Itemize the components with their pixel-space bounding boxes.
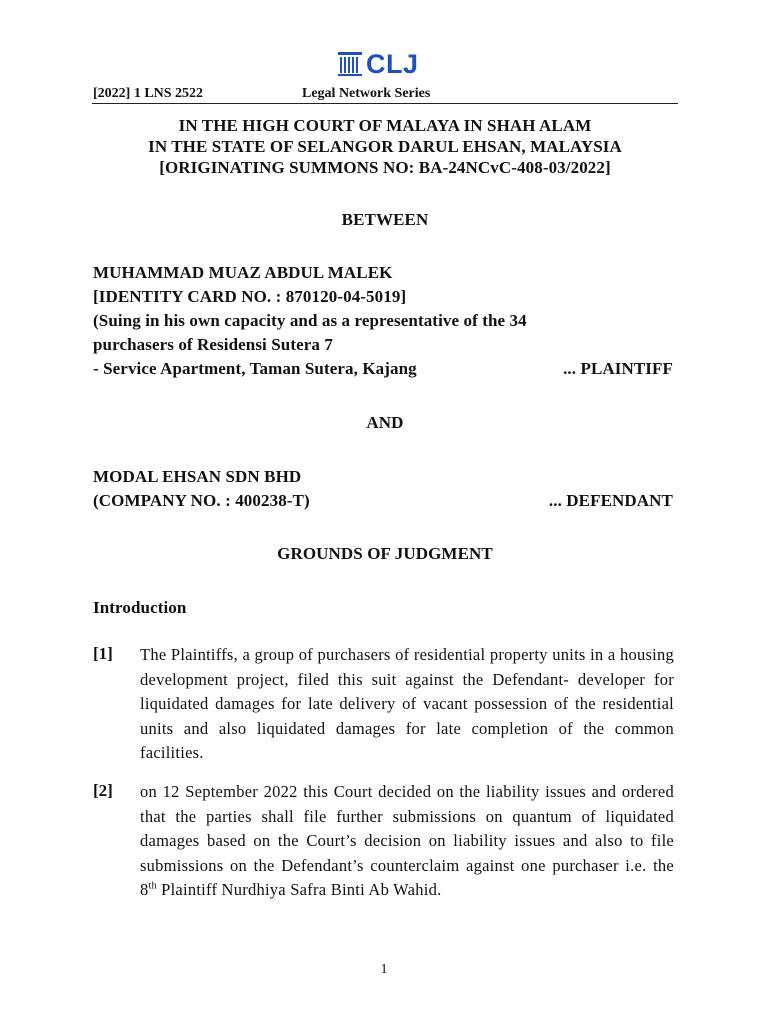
paragraph-number: [2] [93,781,113,800]
court-line-2: IN THE STATE OF SELANGOR DARUL EHSAN, MALAYSIA [148,137,622,156]
series-title: Legal Network Series [302,86,431,101]
pillar-icon [337,51,363,77]
defendant-role: ... DEFENDANT [548,491,673,510]
paragraph-text-main: on 12 September 2022 this Court decided on the liability issues and ordered that the parties shall file further submissions on quantum of liquidated damages based on the Court’s decision on liability issues and also to file submissions on the Defendant’s counterclaim against one purchaser i.e. the 8 [140,782,674,899]
between-label: BETWEEN [341,210,429,229]
plaintiff-role: ... PLAINTIFF [563,359,673,378]
paragraph-text: The Plaintiffs, a group of purchasers of residential property units in a housing development project, filed this suit against the Defendant- developer for liquidated damages for late delivery of vacant possession of the residential units and also liquidated damages for late completion of the common facilities. [140,645,674,762]
court-line-3: [ORIGINATING SUMMONS NO: BA-24NCvC-408-03/2022] [159,158,611,177]
page-number: 1 [380,962,388,977]
plaintiff-id: [IDENTITY CARD NO. : 870120-04-5019] [93,287,407,306]
ordinal-suffix: th [148,880,157,892]
paragraph-text [140,780,674,903]
defendant-name: MODAL EHSAN SDN BHD [93,467,302,486]
plaintiff-desc-2: purchasers of Residensi Sutera 7 [93,335,333,354]
section-heading: Introduction [93,598,187,617]
plaintiff-desc-3: - Service Apartment, Taman Sutera, Kajang [93,359,417,378]
plaintiff-name: MUHAMMAD MUAZ ABDUL MALEK [93,263,393,282]
clj-logo [337,50,419,78]
plaintiff-desc-1: (Suing in his own capacity and as a representative of the 34 [93,311,527,330]
logo-text: CLJ [366,49,419,79]
paragraph-number: [1] [93,644,113,663]
paragraph-text-end: Plaintiff Nurdhiya Safra Binti Ab Wahid. [156,880,442,899]
and-label: AND [366,413,404,432]
header-divider [92,103,678,104]
judgment-title: GROUNDS OF JUDGMENT [277,544,493,563]
court-line-1: IN THE HIGH COURT OF MALAYA IN SHAH ALAM [178,116,592,135]
citation: [2022] 1 LNS 2522 [93,86,204,101]
defendant-company: (COMPANY NO. : 400238-T) [93,491,310,510]
